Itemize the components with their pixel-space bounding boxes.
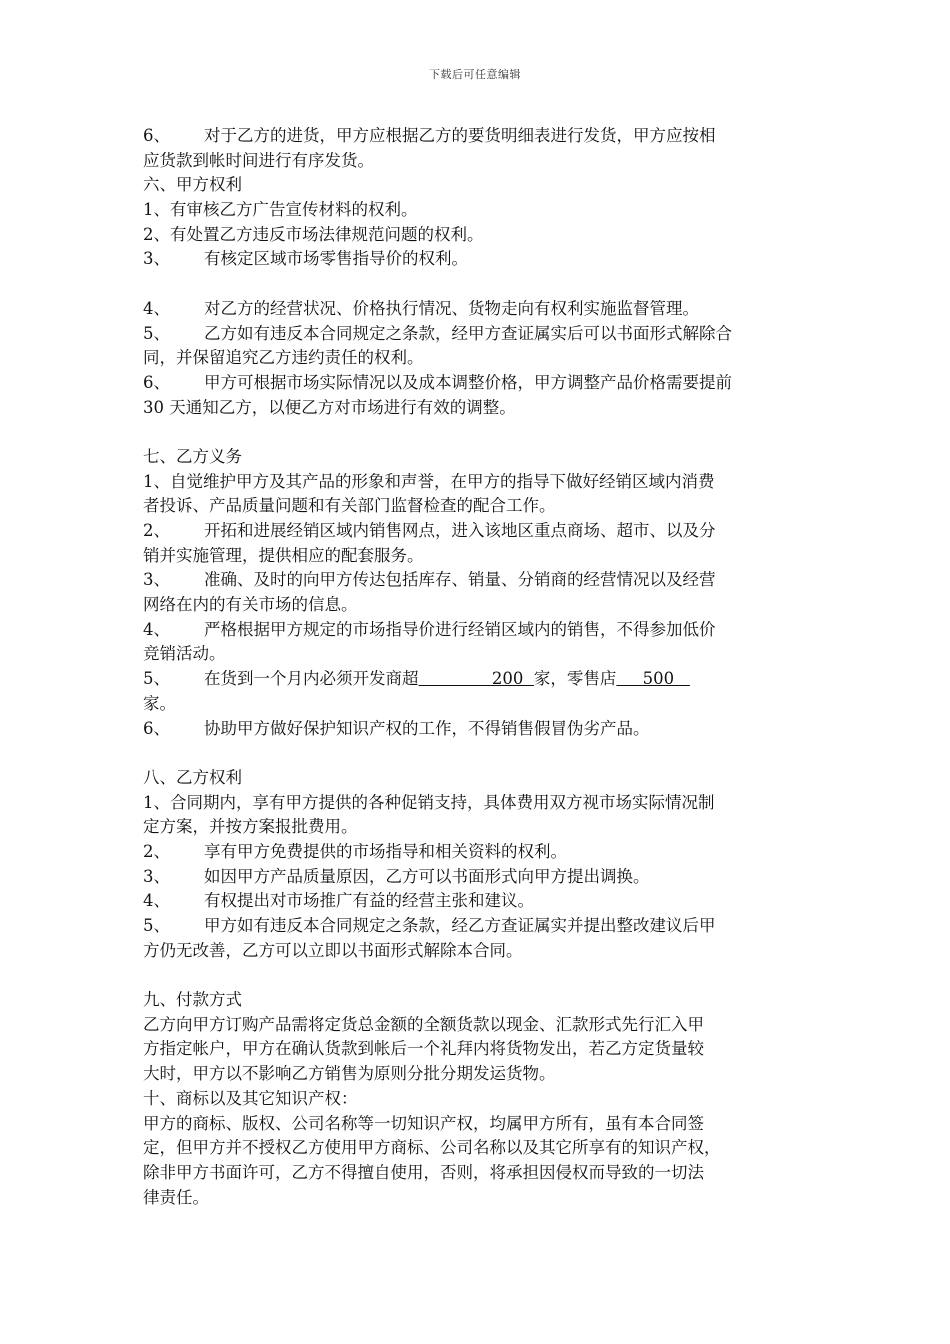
item-text: 有核定区域市场零售指导价的权利。	[204, 249, 468, 269]
paragraph-line: 大时，甲方以不影响乙方销售为原则分批分期发运货物。	[143, 1064, 556, 1084]
item-text: 对于乙方的进货，甲方应根据乙方的要货明细表进行发货，甲方应按相	[204, 126, 716, 145]
list-item	[143, 371, 808, 396]
item-number: 5、	[143, 669, 170, 689]
item-number: 3、	[143, 866, 170, 886]
fill-in-count-stores: 200	[418, 669, 534, 689]
list-item-continuation: 者投诉、产品质量问题和有关部门监督检查的配合工作。	[143, 496, 556, 516]
list-item	[143, 247, 808, 272]
item-number: 6、	[143, 126, 170, 145]
item-text: 准确、及时的向甲方传达包括库存、销量、分销商的经营情况以及经营	[204, 570, 716, 590]
item-number: 4、	[143, 619, 170, 639]
fill-in-count-retail: 500	[616, 669, 690, 689]
list-item-continuation: 定方案，并按方案报批费用。	[143, 817, 358, 837]
item-text: 在货到一个月内必须开发商超	[204, 669, 419, 689]
document-body	[143, 124, 808, 1210]
item-number: 4、	[143, 298, 170, 318]
list-item	[143, 889, 808, 914]
section-heading: 六、甲方权利	[143, 175, 242, 195]
item-number: 2、	[143, 841, 170, 861]
paragraph-line: 除非甲方书面许可，乙方不得擅自使用，否则，将承担因侵权而导致的一切法	[143, 1162, 704, 1182]
list-item	[143, 667, 808, 692]
list-item	[143, 717, 808, 742]
list-item	[143, 618, 808, 643]
list-item-continuation: 网络在内的有关市场的信息。	[143, 595, 358, 615]
item-text: 甲方如有违反本合同规定之条款，经乙方查证属实并提出整改建议后甲	[204, 916, 716, 935]
item-text: 家，零售店	[533, 669, 617, 689]
item-number: 6、	[143, 372, 170, 392]
list-item	[143, 568, 808, 593]
list-item: 1、合同期内，享有甲方提供的各种促销支持，具体费用双方视市场实际情况制	[143, 792, 715, 812]
list-item	[143, 840, 808, 865]
list-item: 1、有审核乙方广告宣传材料的权利。	[143, 200, 418, 220]
blank-line	[143, 420, 808, 445]
item-text: 享有甲方免费提供的市场指导和相关资料的权利。	[204, 841, 567, 861]
list-item	[143, 519, 808, 544]
item-text: 甲方可根据市场实际情况以及成本调整价格，甲方调整产品价格需要提前	[204, 372, 732, 392]
list-item-continuation: 30 天通知乙方，以便乙方对市场进行有效的调整。	[143, 397, 516, 417]
blank-line	[143, 741, 808, 766]
paragraph-line: 乙方向甲方订购产品需将定货总金额的全额货款以现金、汇款形式先行汇入甲	[143, 1014, 704, 1034]
list-item	[143, 914, 808, 939]
item-text: 协助甲方做好保护知识产权的工作，不得销售假冒伪劣产品。	[204, 718, 650, 738]
item-number: 4、	[143, 891, 170, 911]
list-item	[143, 322, 808, 347]
list-item-continuation: 竞销活动。	[143, 644, 226, 664]
item-number: 3、	[143, 570, 170, 590]
item-text: 对乙方的经营状况、价格执行情况、货物走向有权利实施监督管理。	[204, 298, 699, 318]
page-header-caption: 下载后可任意编辑	[429, 68, 521, 81]
list-item	[143, 865, 808, 890]
item-text: 乙方如有违反本合同规定之条款，经甲方查证属实后可以书面形式解除合	[204, 323, 732, 343]
paragraph-line	[143, 124, 808, 149]
paragraph-line: 甲方的商标、版权、公司名称等一切知识产权，均属甲方所有，虽有本合同签	[143, 1113, 704, 1133]
list-item	[143, 297, 808, 322]
blank-line	[143, 963, 808, 988]
item-number: 6、	[143, 718, 170, 738]
item-number: 2、	[143, 521, 170, 540]
item-text: 严格根据甲方规定的市场指导价进行经销区域内的销售，不得参加低价	[204, 619, 716, 639]
paragraph-line: 定，但甲方并不授权乙方使用甲方商标、公司名称以及其它所享有的知识产权，	[143, 1138, 721, 1158]
item-text: 如因甲方产品质量原因，乙方可以书面形式向甲方提出调换。	[204, 866, 650, 886]
item-text: 开拓和进展经销区域内销售网点，进入该地区重点商场、超市、以及分	[204, 521, 716, 540]
blank-line	[143, 272, 808, 297]
paragraph-line: 方指定帐户，甲方在确认货款到帐后一个礼拜内将货物发出，若乙方定货量较	[143, 1039, 704, 1059]
list-item: 2、有处置乙方违反市场法律规范问题的权利。	[143, 224, 484, 244]
list-item: 1、自觉维护甲方及其产品的形象和声誉，在甲方的指导下做好经销区域内消费	[143, 471, 715, 491]
section-heading: 九、付款方式	[143, 990, 242, 1010]
item-number: 5、	[143, 323, 170, 343]
list-item-continuation: 家。	[143, 693, 176, 713]
item-number: 3、	[143, 249, 170, 269]
section-heading: 七、乙方义务	[143, 446, 242, 466]
item-text: 有权提出对市场推广有益的经营主张和建议。	[204, 891, 534, 911]
list-item-continuation: 销并实施管理，提供相应的配套服务。	[143, 545, 424, 565]
section-heading: 八、乙方权利	[143, 767, 242, 787]
list-item-continuation: 同，并保留追究乙方违约责任的权利。	[143, 348, 424, 368]
section-heading: 十、商标以及其它知识产权：	[143, 1088, 358, 1108]
item-number: 5、	[143, 916, 170, 935]
paragraph-line: 应货款到帐时间进行有序发货。	[143, 150, 374, 170]
list-item-continuation: 方仍无改善，乙方可以立即以书面形式解除本合同。	[143, 940, 523, 960]
paragraph-line: 律责任。	[143, 1187, 209, 1207]
